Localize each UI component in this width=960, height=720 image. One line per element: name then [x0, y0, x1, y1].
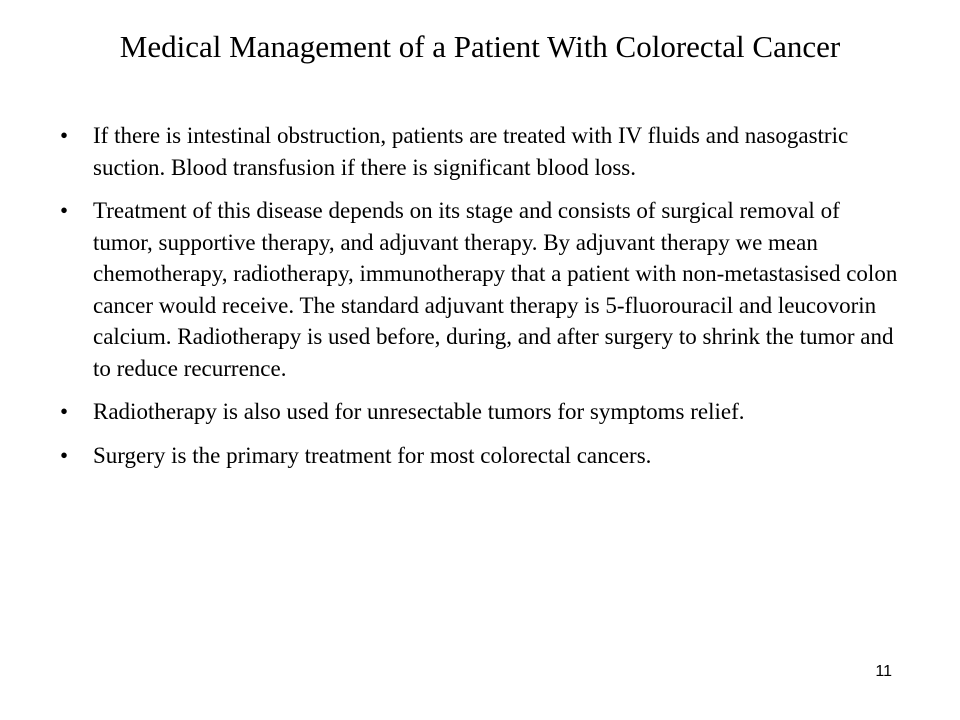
- slide-title: Medical Management of a Patient With Colorectal Cancer: [119, 29, 841, 64]
- bullet-icon: •: [60, 442, 69, 468]
- bullet-icon: •: [60, 399, 69, 424]
- bullet-list: [60, 120, 900, 483]
- bullet-item-surgery: [60, 440, 900, 472]
- bullet-icon: •: [60, 123, 69, 148]
- page-number: 11: [875, 663, 892, 680]
- bullet-text: Radiotherapy is also used for unresectable tumors for symptoms relief.: [93, 399, 745, 424]
- bullet-text: If there is intestinal obstruction, patients are treated with IV fluids and nasogastric suction. Blood transfusion if there is significant blood loss.: [93, 123, 849, 180]
- bullet-item-treatment: [60, 195, 900, 384]
- bullet-icon: •: [60, 198, 69, 223]
- bullet-item-radiotherapy: [60, 396, 900, 428]
- bullet-text: Treatment of this disease depends on its stage and consists of surgical removal of tumor, supportive therapy, and adjuvant therapy. By adjuvant therapy we mean chemotherapy, radiotherapy, immunotherapy that a patient with non-metastasised colon cancer would receive. The standard adjuvant therapy is 5-fluorouracil and leucovorin calcium. Radiotherapy is used before, during, and after surgery to shrink the tumor and to reduce recurrence.: [93, 198, 898, 381]
- bullet-item-obstruction: [60, 120, 900, 183]
- bullet-text: Surgery is the primary treatment for most colorectal cancers.: [93, 442, 652, 468]
